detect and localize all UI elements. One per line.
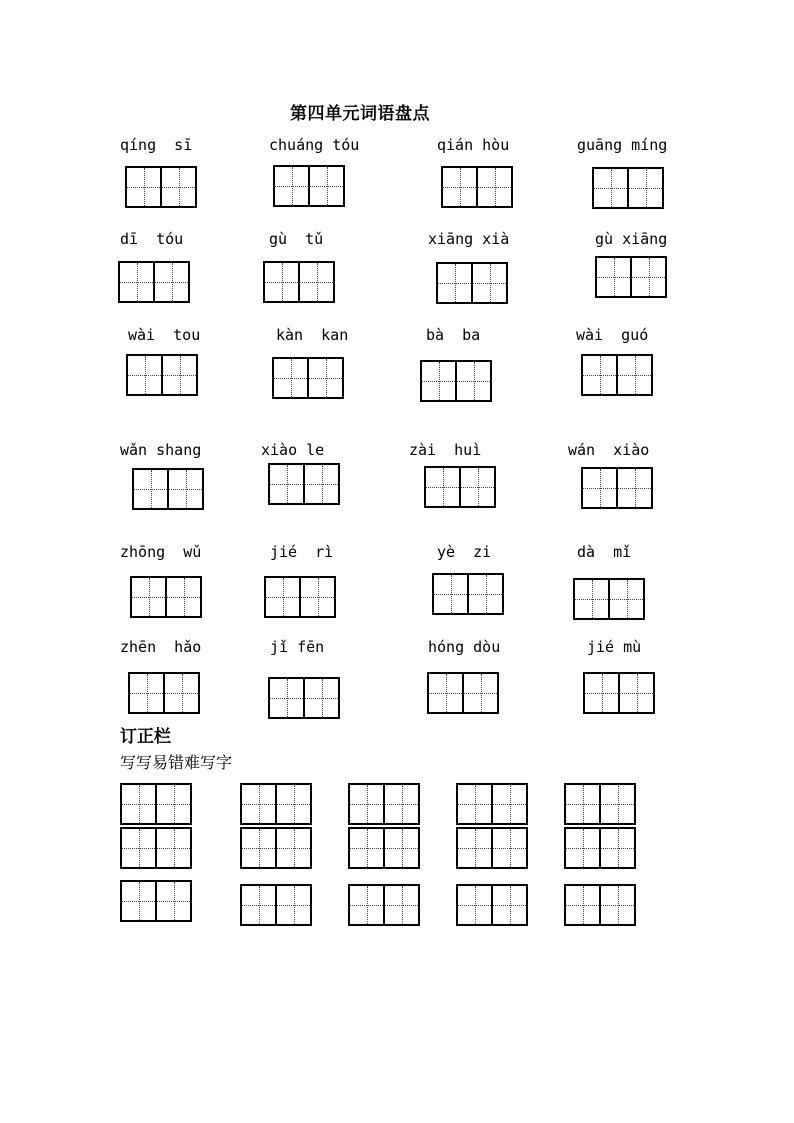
pinyin-label: zhēn hǎo	[120, 638, 202, 656]
writing-box[interactable]	[240, 783, 312, 825]
pinyin-label: hóng dòu	[428, 638, 501, 656]
writing-box[interactable]	[436, 262, 508, 304]
pinyin-label: zài huì	[409, 441, 482, 459]
writing-cell[interactable]	[242, 829, 275, 867]
writing-cell[interactable]	[161, 356, 196, 394]
writing-cell[interactable]	[155, 785, 190, 823]
writing-cell[interactable]	[155, 829, 190, 867]
writing-box[interactable]	[427, 672, 499, 714]
writing-cell[interactable]	[422, 362, 455, 400]
writing-cell[interactable]	[163, 674, 198, 712]
writing-box[interactable]	[273, 165, 345, 207]
pinyin-label: xiāng xià	[428, 230, 510, 248]
pinyin-label: guāng míng	[577, 136, 668, 154]
pinyin-label: wán xiào	[568, 441, 650, 459]
writing-box[interactable]	[120, 783, 192, 825]
writing-cell[interactable]	[270, 465, 303, 503]
writing-box[interactable]	[441, 166, 513, 208]
writing-box[interactable]	[573, 578, 645, 620]
pinyin-label: dà mǐ	[577, 543, 632, 561]
writing-cell[interactable]	[165, 578, 200, 616]
writing-box[interactable]	[348, 783, 420, 825]
writing-box[interactable]	[240, 884, 312, 926]
writing-cell[interactable]	[476, 168, 511, 206]
writing-box[interactable]	[240, 827, 312, 869]
writing-box[interactable]	[118, 261, 190, 303]
pinyin-label: gù xiāng	[595, 230, 668, 248]
writing-box[interactable]	[263, 261, 335, 303]
writing-box[interactable]	[581, 467, 653, 509]
writing-cell[interactable]	[599, 829, 634, 867]
writing-cell[interactable]	[120, 263, 153, 301]
writing-cell[interactable]	[426, 468, 459, 506]
writing-cell[interactable]	[630, 258, 665, 296]
pinyin-label: bà ba	[426, 326, 481, 344]
pinyin-label: chuáng tóu	[269, 136, 360, 154]
writing-box[interactable]	[595, 256, 667, 298]
writing-cell[interactable]	[266, 578, 299, 616]
writing-cell[interactable]	[167, 470, 202, 508]
pinyin-label: kàn kan	[276, 326, 349, 344]
writing-cell[interactable]	[458, 886, 491, 924]
correction-title: 订正栏	[120, 727, 171, 747]
writing-cell[interactable]	[443, 168, 476, 206]
writing-cell[interactable]	[599, 785, 634, 823]
writing-cell[interactable]	[303, 465, 338, 503]
writing-box[interactable]	[130, 576, 202, 618]
pinyin-label: xiào le	[261, 441, 325, 459]
pinyin-label: dī tóu	[120, 230, 184, 248]
writing-box[interactable]	[564, 827, 636, 869]
pinyin-label: zhōng wǔ	[120, 543, 202, 561]
writing-cell[interactable]	[491, 886, 526, 924]
writing-cell[interactable]	[275, 785, 310, 823]
pinyin-label: jǐ fēn	[270, 638, 325, 656]
pinyin-label: jié rì	[270, 543, 334, 561]
writing-cell[interactable]	[455, 362, 490, 400]
writing-box[interactable]	[128, 672, 200, 714]
writing-cell[interactable]	[350, 886, 383, 924]
writing-box[interactable]	[420, 360, 492, 402]
writing-cell[interactable]	[616, 469, 651, 507]
writing-cell[interactable]	[155, 882, 190, 920]
writing-box[interactable]	[456, 827, 528, 869]
writing-box[interactable]	[126, 354, 198, 396]
writing-cell[interactable]	[462, 674, 497, 712]
writing-cell[interactable]	[585, 674, 618, 712]
correction-subtitle: 写写易错难写字	[120, 753, 233, 772]
writing-cell[interactable]	[434, 575, 467, 613]
writing-cell[interactable]	[583, 469, 616, 507]
writing-cell[interactable]	[471, 264, 506, 302]
writing-cell[interactable]	[134, 470, 167, 508]
writing-box[interactable]	[125, 166, 197, 208]
writing-box[interactable]	[268, 677, 340, 719]
writing-cell[interactable]	[122, 785, 155, 823]
writing-cell[interactable]	[275, 886, 310, 924]
writing-cell[interactable]	[275, 167, 308, 205]
writing-cell[interactable]	[491, 785, 526, 823]
pinyin-label: wài tou	[128, 326, 201, 344]
writing-cell[interactable]	[575, 580, 608, 618]
writing-cell[interactable]	[130, 674, 163, 712]
writing-cell[interactable]	[303, 679, 338, 717]
writing-cell[interactable]	[122, 829, 155, 867]
writing-cell[interactable]	[458, 785, 491, 823]
pinyin-label: qíng sī	[120, 136, 193, 154]
writing-cell[interactable]	[242, 785, 275, 823]
page-title: 第四单元词语盘点	[290, 104, 430, 124]
writing-box[interactable]	[268, 463, 340, 505]
writing-cell[interactable]	[491, 829, 526, 867]
writing-cell[interactable]	[307, 359, 342, 397]
writing-cell[interactable]	[242, 886, 275, 924]
writing-box[interactable]	[348, 884, 420, 926]
writing-box[interactable]	[456, 783, 528, 825]
writing-cell[interactable]	[458, 829, 491, 867]
pinyin-label: jié mù	[587, 638, 642, 656]
writing-cell[interactable]	[350, 829, 383, 867]
writing-cell[interactable]	[566, 785, 599, 823]
writing-cell[interactable]	[429, 674, 462, 712]
writing-box[interactable]	[432, 573, 504, 615]
writing-cell[interactable]	[132, 578, 165, 616]
writing-cell[interactable]	[383, 829, 418, 867]
pinyin-label: yè zi	[437, 543, 492, 561]
writing-cell[interactable]	[270, 679, 303, 717]
writing-cell[interactable]	[383, 785, 418, 823]
writing-box[interactable]	[456, 884, 528, 926]
writing-cell[interactable]	[566, 886, 599, 924]
writing-cell[interactable]	[274, 359, 307, 397]
writing-cell[interactable]	[597, 258, 630, 296]
writing-box[interactable]	[583, 672, 655, 714]
pinyin-label: wài guó	[576, 326, 649, 344]
writing-cell[interactable]	[308, 167, 343, 205]
pinyin-label: qián hòu	[437, 136, 510, 154]
writing-cell[interactable]	[299, 578, 334, 616]
writing-box[interactable]	[564, 783, 636, 825]
writing-cell[interactable]	[616, 356, 651, 394]
writing-box[interactable]	[592, 167, 664, 209]
pinyin-label: gù tǔ	[269, 230, 324, 248]
writing-cell[interactable]	[438, 264, 471, 302]
writing-cell[interactable]	[608, 580, 643, 618]
writing-cell[interactable]	[127, 168, 160, 206]
writing-cell[interactable]	[153, 263, 188, 301]
writing-box[interactable]	[120, 880, 192, 922]
writing-box[interactable]	[581, 354, 653, 396]
writing-cell[interactable]	[583, 356, 616, 394]
writing-cell[interactable]	[618, 674, 653, 712]
writing-cell[interactable]	[298, 263, 333, 301]
writing-cell[interactable]	[350, 785, 383, 823]
writing-cell[interactable]	[599, 886, 634, 924]
writing-cell[interactable]	[566, 829, 599, 867]
writing-cell[interactable]	[160, 168, 195, 206]
writing-cell[interactable]	[122, 882, 155, 920]
pinyin-label: wǎn shang	[120, 441, 202, 459]
writing-cell[interactable]	[467, 575, 502, 613]
writing-cell[interactable]	[383, 886, 418, 924]
writing-cell[interactable]	[275, 829, 310, 867]
writing-cell[interactable]	[459, 468, 494, 506]
writing-cell[interactable]	[128, 356, 161, 394]
writing-box[interactable]	[348, 827, 420, 869]
writing-box[interactable]	[272, 357, 344, 399]
writing-cell[interactable]	[594, 169, 627, 207]
writing-cell[interactable]	[265, 263, 298, 301]
writing-box[interactable]	[132, 468, 204, 510]
writing-box[interactable]	[424, 466, 496, 508]
writing-box[interactable]	[264, 576, 336, 618]
writing-box[interactable]	[564, 884, 636, 926]
writing-box[interactable]	[120, 827, 192, 869]
writing-cell[interactable]	[627, 169, 662, 207]
